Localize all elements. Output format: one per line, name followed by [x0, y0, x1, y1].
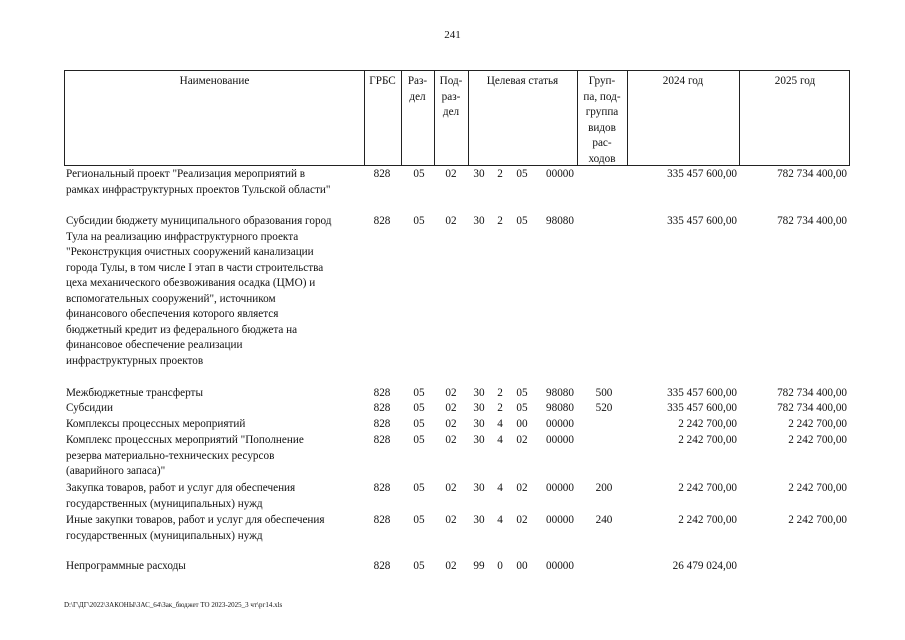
cell-t2: 2	[497, 387, 503, 399]
cell-pr: 02	[445, 387, 457, 399]
cell-y2024: 2 242 700,00	[678, 434, 737, 446]
header-name: Наименование	[179, 75, 250, 87]
cell-t2: 4	[497, 514, 503, 526]
cell-t4: 00000	[546, 560, 574, 572]
cell-grbs: 828	[373, 402, 391, 414]
cell-t2: 4	[497, 418, 503, 430]
cell-y2024: 2 242 700,00	[678, 482, 737, 494]
cell-y2025: 782 734 400,00	[777, 215, 847, 227]
cell-t1: 30	[473, 482, 485, 494]
cell-y2024: 335 457 600,00	[667, 402, 737, 414]
cell-t4: 00000	[546, 434, 574, 446]
cell-y2025: 2 242 700,00	[788, 434, 847, 446]
row-name: Субсидии бюджету муниципального образования город Тула на реализацию инфраструктурного проекта "Реконструкция очистных сооружений канализации города Тулы, в том числе I этап в части строительства цеха механического обезвоживания осадка (ЦМО) и вспомогательных сооружений", источником финансового обеспечения которого является бюджетный кредит из федерального бюджета на финансовое обеспечение реализации инфраструктурных проектов	[66, 215, 332, 367]
cell-t1: 99	[473, 560, 485, 572]
cell-rz: 05	[413, 560, 425, 572]
cell-vr: 500	[595, 387, 613, 399]
row-name: Иные закупки товаров, работ и услуг для обеспечения государственных (муниципальных) нужд	[66, 514, 325, 542]
cell-y2024: 2 242 700,00	[678, 514, 737, 526]
header-razdel: Раз- дел	[407, 75, 428, 103]
cell-t3: 00	[516, 418, 528, 430]
cell-y2024: 335 457 600,00	[667, 387, 737, 399]
cell-t4: 00000	[546, 418, 574, 430]
cell-t1: 30	[473, 387, 485, 399]
cell-y2025: 2 242 700,00	[788, 514, 847, 526]
cell-t1: 30	[473, 402, 485, 414]
cell-t2: 4	[497, 482, 503, 494]
cell-t3: 05	[516, 168, 528, 180]
cell-grbs: 828	[373, 387, 391, 399]
cell-rz: 05	[413, 387, 425, 399]
cell-vr: 520	[595, 402, 613, 414]
header-target: Целевая статья	[486, 75, 559, 87]
header-podrazdel: Под- раз- дел	[439, 75, 463, 118]
cell-rz: 05	[413, 402, 425, 414]
cell-t1: 30	[473, 418, 485, 430]
cell-t4: 98080	[546, 387, 574, 399]
cell-pr: 02	[445, 418, 457, 430]
cell-rz: 05	[413, 418, 425, 430]
cell-t2: 2	[497, 168, 503, 180]
header-grbs: ГРБС	[369, 75, 396, 87]
cell-t3: 02	[516, 434, 528, 446]
cell-t3: 05	[516, 402, 528, 414]
cell-y2024: 26 479 024,00	[672, 560, 737, 572]
cell-pr: 02	[445, 215, 457, 227]
cell-t2: 4	[497, 434, 503, 446]
cell-t4: 98080	[546, 215, 574, 227]
cell-t4: 00000	[546, 168, 574, 180]
row-name: Региональный проект "Реализация мероприятий в рамках инфраструктурных проектов Тульской области"	[66, 168, 331, 196]
cell-pr: 02	[445, 482, 457, 494]
cell-t3: 02	[516, 482, 528, 494]
cell-y2025: 782 734 400,00	[777, 402, 847, 414]
cell-t4: 00000	[546, 482, 574, 494]
row-name: Межбюджетные трансферты	[66, 387, 203, 399]
row-name: Закупка товаров, работ и услуг для обеспечения государственных (муниципальных) нужд	[66, 482, 296, 510]
cell-t3: 00	[516, 560, 528, 572]
cell-grbs: 828	[373, 418, 391, 430]
cell-pr: 02	[445, 514, 457, 526]
cell-vr: 240	[595, 514, 613, 526]
cell-t4: 00000	[546, 514, 574, 526]
page-number: 241	[444, 29, 461, 41]
cell-pr: 02	[445, 168, 457, 180]
cell-t3: 05	[516, 215, 528, 227]
cell-rz: 05	[413, 168, 425, 180]
cell-pr: 02	[445, 402, 457, 414]
cell-t2: 2	[497, 402, 503, 414]
cell-vr: 200	[595, 482, 613, 494]
cell-grbs: 828	[373, 434, 391, 446]
cell-y2025: 782 734 400,00	[777, 387, 847, 399]
cell-t3: 05	[516, 387, 528, 399]
cell-rz: 05	[413, 482, 425, 494]
header-2025: 2025 год	[774, 75, 816, 87]
file-path-footer: D:\Г\ДГ\2022\ЗАКОНЫ\ЗАС_64\Зак_бюджет ТО 2023-2025_3 чт\рг14.xls	[64, 601, 283, 609]
cell-y2024: 335 457 600,00	[667, 215, 737, 227]
cell-t1: 30	[473, 168, 485, 180]
cell-y2024: 2 242 700,00	[678, 418, 737, 430]
cell-y2025: 782 734 400,00	[777, 168, 847, 180]
header-2024: 2024 год	[662, 75, 704, 87]
cell-y2025: 2 242 700,00	[788, 418, 847, 430]
cell-grbs: 828	[373, 560, 391, 572]
row-name: Комплексы процессных мероприятий	[66, 418, 246, 430]
header-vr: Груп- па, под- группа видов рас- ходов	[583, 75, 621, 165]
row-name: Субсидии	[66, 402, 113, 414]
cell-y2025: 2 242 700,00	[788, 482, 847, 494]
cell-rz: 05	[413, 434, 425, 446]
cell-t1: 30	[473, 514, 485, 526]
cell-t4: 98080	[546, 402, 574, 414]
row-name: Комплекс процессных мероприятий "Пополнение резерва материально-технических ресурсов (аварийного запаса)"	[66, 434, 304, 477]
cell-y2024: 335 457 600,00	[667, 168, 737, 180]
cell-grbs: 828	[373, 482, 391, 494]
cell-t2: 0	[497, 560, 503, 572]
cell-t3: 02	[516, 514, 528, 526]
cell-t2: 2	[497, 215, 503, 227]
cell-rz: 05	[413, 514, 425, 526]
cell-grbs: 828	[373, 168, 391, 180]
cell-grbs: 828	[373, 215, 391, 227]
row-name: Непрограммные расходы	[66, 560, 186, 572]
cell-rz: 05	[413, 215, 425, 227]
cell-t1: 30	[473, 215, 485, 227]
cell-t1: 30	[473, 434, 485, 446]
cell-pr: 02	[445, 560, 457, 572]
cell-pr: 02	[445, 434, 457, 446]
cell-grbs: 828	[373, 514, 391, 526]
